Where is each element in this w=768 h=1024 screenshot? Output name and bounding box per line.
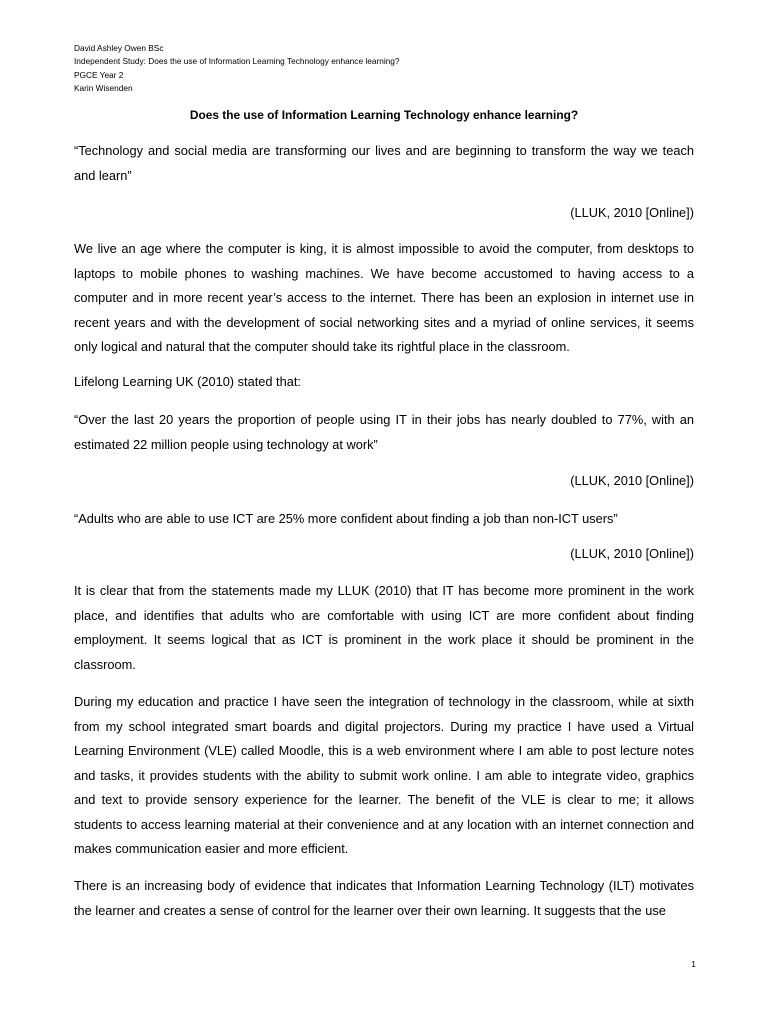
paragraph-computer-is-king: We live an age where the computer is king, it is almost impossible to avoid the computer, from desktops to laptops to mobile phones to washing machines. We have become accustomed to having access to a computer and in more recent year’s access to the internet. There has been an explosion in internet use in recent years and with the development of social networking sites and a myriad of online services, it seems only logical and natural that the computer should take its rightful place in the classroom. bbox=[74, 241, 694, 354]
citation-3: (LLUK, 2010 [Online]) bbox=[570, 546, 694, 561]
page-number: 1 bbox=[691, 959, 696, 969]
quote-technology-social-media: “Technology and social media are transforming our lives and are beginning to transform the way we teach and learn” bbox=[74, 143, 694, 183]
quote-adults-ict: “Adults who are able to use ICT are 25% more confident about finding a job than non-ICT users” bbox=[74, 511, 618, 526]
citation-2: (LLUK, 2010 [Online]) bbox=[570, 473, 694, 488]
paragraph-lluk-statements: It is clear that from the statements made my LLUK (2010) that IT has become more prominent in the work place, and identifies that adults who are comfortable with using ICT are more confident about finding employment. It seems logical that as ICT is prominent in the work place it should be prominent in the classroom. bbox=[74, 583, 694, 672]
paragraph-education-practice: During my education and practice I have seen the integration of technology in the classroom, while at sixth from my school integrated smart boards and digital projectors. During my practice I have used a Virtual Learning Environment (VLE) called Moodle, this is a web environment where I am able to post lecture notes and tasks, it provides students with the ability to submit work online. I am able to integrate video, graphics and text to provide sensory experience for the learner. The benefit of the VLE is clear to me; it allows students to access learning material at their convenience and at any location with an internet connection and makes communication easier and more efficient. bbox=[74, 694, 694, 856]
header-study: Independent Study: Does the use of Information Learning Technology enhance learning? bbox=[74, 56, 400, 67]
header-tutor: Karin Wisenden bbox=[74, 82, 133, 93]
quote-it-jobs: “Over the last 20 years the proportion of people using IT in their jobs has nearly doubled to 77%, with an estimated 22 million people using technology at work” bbox=[74, 412, 694, 452]
header-author: David Ashley Owen BSc bbox=[74, 43, 164, 53]
intro-lifelong-learning: Lifelong Learning UK (2010) stated that: bbox=[74, 374, 301, 389]
document-title: Does the use of Information Learning Technology enhance learning? bbox=[189, 108, 579, 122]
document-header bbox=[74, 42, 694, 95]
header-course: PGCE Year 2 bbox=[74, 69, 124, 80]
citation-1: (LLUK, 2010 [Online]) bbox=[570, 205, 694, 220]
paragraph-evidence-ilt: There is an increasing body of evidence that indicates that Information Learning Technology (ILT) motivates the learner and creates a sense of control for the learner over their own learning. It suggests that the use bbox=[74, 878, 694, 918]
